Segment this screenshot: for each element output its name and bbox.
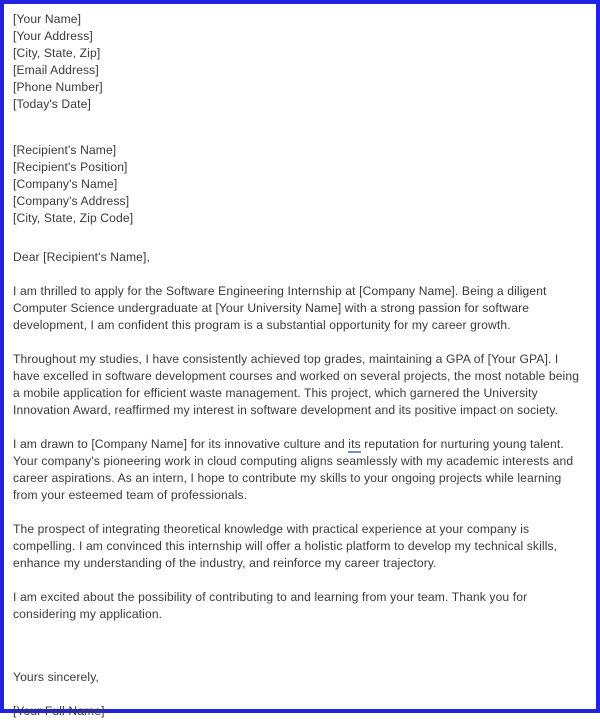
letter-date: [Today's Date] bbox=[13, 97, 91, 111]
recipient-address-block bbox=[13, 142, 581, 227]
body-paragraph-1: I am thrilled to apply for the Software Engineering Internship at [Company Name]. Being a diligent Computer Science undergraduate at [Your University Name] with a strong passion for software development, I am confident this program is a substantial opportunity for my career growth. bbox=[13, 284, 547, 332]
recipient-city-state-zip: [City, State, Zip Code] bbox=[13, 211, 134, 225]
spacer-after-sender bbox=[13, 113, 581, 142]
salutation: Dear [Recipient's Name], bbox=[13, 250, 150, 264]
sender-name: [Your Name] bbox=[13, 12, 82, 26]
body-paragraph-5: I am excited about the possibility of contributing to and learning from your team. Thank you for considering my application. bbox=[13, 590, 528, 621]
spacer-after-salutation bbox=[13, 266, 581, 283]
sender-address-block bbox=[13, 11, 581, 113]
spacer-after-recipient bbox=[13, 227, 581, 249]
sender-email: [Email Address] bbox=[13, 63, 99, 77]
recipient-position: [Recipient's Position] bbox=[13, 160, 128, 174]
sender-address: [Your Address] bbox=[13, 29, 93, 43]
closing-salutation: Yours sincerely, bbox=[13, 670, 99, 684]
paragraph-3-text-before-flag: I am drawn to [Company Name] for its innovative culture and bbox=[13, 437, 349, 451]
body-paragraph-2: Throughout my studies, I have consistently achieved top grades, maintaining a GPA of [Your GPA]. I have excelled in software development courses and worked on several projects, the most notable being a mobile application for efficient waste management. This project, which garnered the University Innovation Award, reaffirmed my interest in software development and its positive impact on society. bbox=[13, 352, 580, 417]
recipient-company-address: [Company's Address] bbox=[13, 194, 130, 208]
spacer-before-closing bbox=[13, 640, 581, 669]
paragraph-3-text-after-flag: reputation for nurturing young talent. Your company's pioneering work in cloud computing aligns seamlessly with my academic interests and career aspirations. As an intern, I hope to contribute my skills to your ongoing projects while learning from your esteemed team of professionals. bbox=[13, 437, 574, 502]
body-paragraph-3 bbox=[13, 436, 581, 504]
letter-body bbox=[13, 11, 581, 720]
sender-phone: [Phone Number] bbox=[13, 80, 103, 94]
recipient-company: [Company's Name] bbox=[13, 177, 118, 191]
signature-name: [Your Full Name] bbox=[13, 704, 105, 718]
letter-page[interactable] bbox=[4, 4, 596, 718]
recipient-name: [Recipient's Name] bbox=[13, 143, 117, 157]
body-paragraph-4: The prospect of integrating theoretical knowledge with practical experience at your company is compelling. I am convinced this internship will offer a holistic platform to develop my technical skills, enhance my understanding of the industry, and reinforce my career trajectory. bbox=[13, 522, 558, 570]
grammar-flagged-word[interactable]: its bbox=[348, 437, 361, 451]
sender-city-state-zip: [City, State, Zip] bbox=[13, 46, 101, 60]
spacer-before-signature bbox=[13, 686, 581, 703]
